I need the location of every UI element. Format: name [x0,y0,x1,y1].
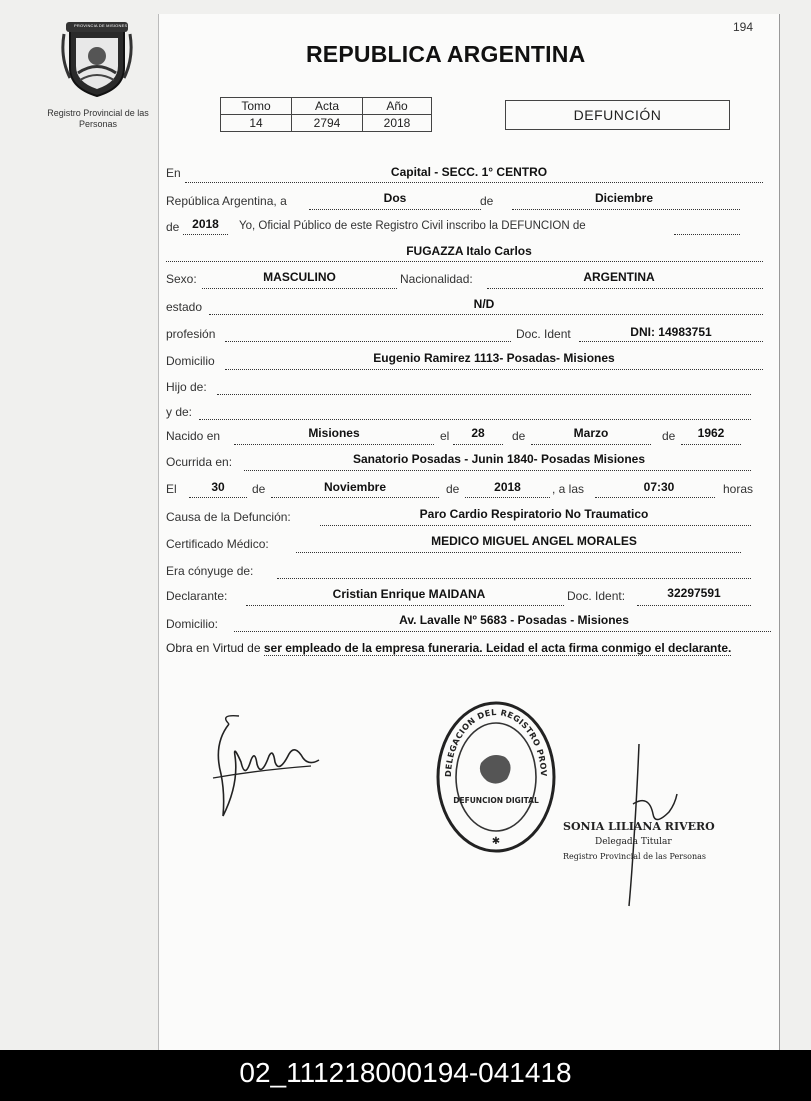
label-de-n1: de [512,429,526,443]
label-doc-ident: Doc. Ident [516,327,571,341]
label-horas: horas [723,482,754,496]
acta-value: 2794 [292,115,363,132]
dots-anio [183,234,228,235]
label-de-o1: de [252,482,266,496]
label-domicilio: Domicilio [166,354,215,368]
seal-emblem-icon [433,699,559,855]
dots-dia [309,209,481,210]
value-estado: N/D [473,297,495,311]
seal-center-text: DEFUNCION DIGITAL [453,796,539,805]
value-nac-dia: 28 [471,426,485,440]
dots-domicilio [225,369,763,370]
registry-table [220,97,432,132]
value-nac-anio: 1962 [697,426,725,440]
dots-def-hora [595,497,715,498]
label-en: En [166,166,181,180]
label-republica: República Argentina, a [166,194,287,208]
dots-nac-mes [531,444,651,445]
dots-profesion [225,341,511,342]
dots-declarante [246,605,564,606]
label-causa: Causa de la Defunción: [166,510,291,524]
label-hijo-de: Hijo de: [166,380,207,394]
certificate-page [158,14,780,1050]
dots-certificado [296,552,741,553]
label-profesion: profesión [166,327,216,341]
label-de2: de [166,220,180,234]
seal-ring-text: DELEGACION DEL REGISTRO PROV [442,706,550,778]
value-domicilio: Eugenio Ramirez 1113- Posadas- Misiones [373,351,615,365]
value-mes: Diciembre [594,191,654,205]
logo-caption: Registro Provincial de las Personas [47,108,149,129]
dots-en [185,182,763,183]
value-domicilio2: Av. Lavalle Nº 5683 - Posadas - Misiones [399,613,629,627]
declarant-signature [199,704,349,854]
value-nacionalidad: ARGENTINA [583,270,655,284]
value-sexo: MASCULINO [263,270,336,284]
dots-yo [674,234,740,235]
value-doc-ident: DNI: 14983751 [630,325,712,339]
value-declarante-doc: 32297591 [667,586,721,600]
dots-nombre [166,261,763,262]
label-obra: Obra en Virtud de [166,641,261,655]
anio-header: Año [363,98,432,115]
dots-nacionalidad [487,288,763,289]
dots-y-de [199,419,751,420]
dots-def-anio [465,497,550,498]
emblem-text: PROVINCIA DE MISIONES [74,23,128,28]
dots-declarante-doc [637,605,751,606]
label-y-de: y de: [166,405,193,419]
label-sexo: Sexo: [166,272,197,286]
label-de-o2: de [446,482,460,496]
value-obra: ser empleado de la empresa funeraria. Leidad el acta firma conmigo el declarante. [263,641,732,655]
province-logo [60,18,134,100]
label-yo-text: Yo, Oficial Público de este Registro Civil inscribo la DEFUNCION de [239,220,586,232]
dots-ocurrida-en [244,470,751,471]
value-def-hora: 07:30 [643,480,675,494]
label-declarante: Declarante: [166,589,228,603]
label-de: de [480,194,494,208]
label-el2: El [166,482,177,496]
label-de-n2: de [662,429,676,443]
label-el: el [440,429,450,443]
anio-value: 2018 [363,115,432,132]
dots-nac-anio [681,444,741,445]
value-ocurrida-en: Sanatorio Posadas - Junin 1840- Posadas Misiones [352,452,646,466]
dots-hijo-de [217,394,751,395]
footer-code: 02_111218000194-041418 [0,1050,811,1101]
official-role: Delegada Titular [595,837,672,847]
value-anio: 2018 [192,217,219,231]
dots-sexo [202,288,397,289]
value-certificado: MEDICO MIGUEL ANGEL MORALES [431,534,637,548]
dots-def-dia [189,497,247,498]
value-nacido-en: Misiones [308,426,360,440]
value-lugar: Capital - SECC. 1° CENTRO [390,165,548,179]
value-def-mes: Noviembre [323,480,387,494]
official-office: Registro Provincial de las Personas [563,852,707,861]
value-causa: Paro Cardio Respiratorio No Traumatico [419,507,649,521]
label-estado: estado [166,300,203,314]
label-domicilio2: Domicilio: [166,617,219,631]
official-seal [433,699,559,855]
page-number: 194 [733,20,754,34]
value-declarante: Cristian Enrique MAIDANA [332,587,486,601]
tomo-header: Tomo [221,98,292,115]
label-certificado: Certificado Médico: [166,537,269,551]
label-nacido-en: Nacido en [166,429,221,443]
document-type-box: DEFUNCIÓN [505,100,730,130]
label-nacionalidad: Nacionalidad: [400,272,473,286]
misiones-emblem-icon [60,18,134,100]
document-title: REPUBLICA ARGENTINA [306,41,586,67]
official-name: SONIA LILIANA RIVERO [563,820,715,833]
label-doc-ident2: Doc. Ident: [567,589,626,603]
label-conyuge: Era cónyuge de: [166,564,254,578]
dots-mes [512,209,740,210]
dots-domicilio2 [234,631,771,632]
dots-nac-dia [453,444,503,445]
label-ocurrida-en: Ocurrida en: [166,455,233,469]
label-a-las: , a las [552,482,585,496]
dots-causa [320,525,751,526]
value-nombre: FUGAZZA Italo Carlos [406,244,532,258]
dots-nacido-en [234,444,434,445]
svg-text:✱: ✱ [491,836,501,847]
dots-def-mes [271,497,439,498]
dots-estado [209,314,763,315]
value-dia-letras: Dos [383,191,407,205]
dots-doc-ident [579,341,763,342]
obra-paragraph [166,639,772,658]
tomo-value: 14 [221,115,292,132]
dots-conyuge [277,578,751,579]
acta-header: Acta [292,98,363,115]
value-def-dia: 30 [211,480,225,494]
value-nac-mes: Marzo [573,426,609,440]
value-def-anio: 2018 [494,480,521,494]
